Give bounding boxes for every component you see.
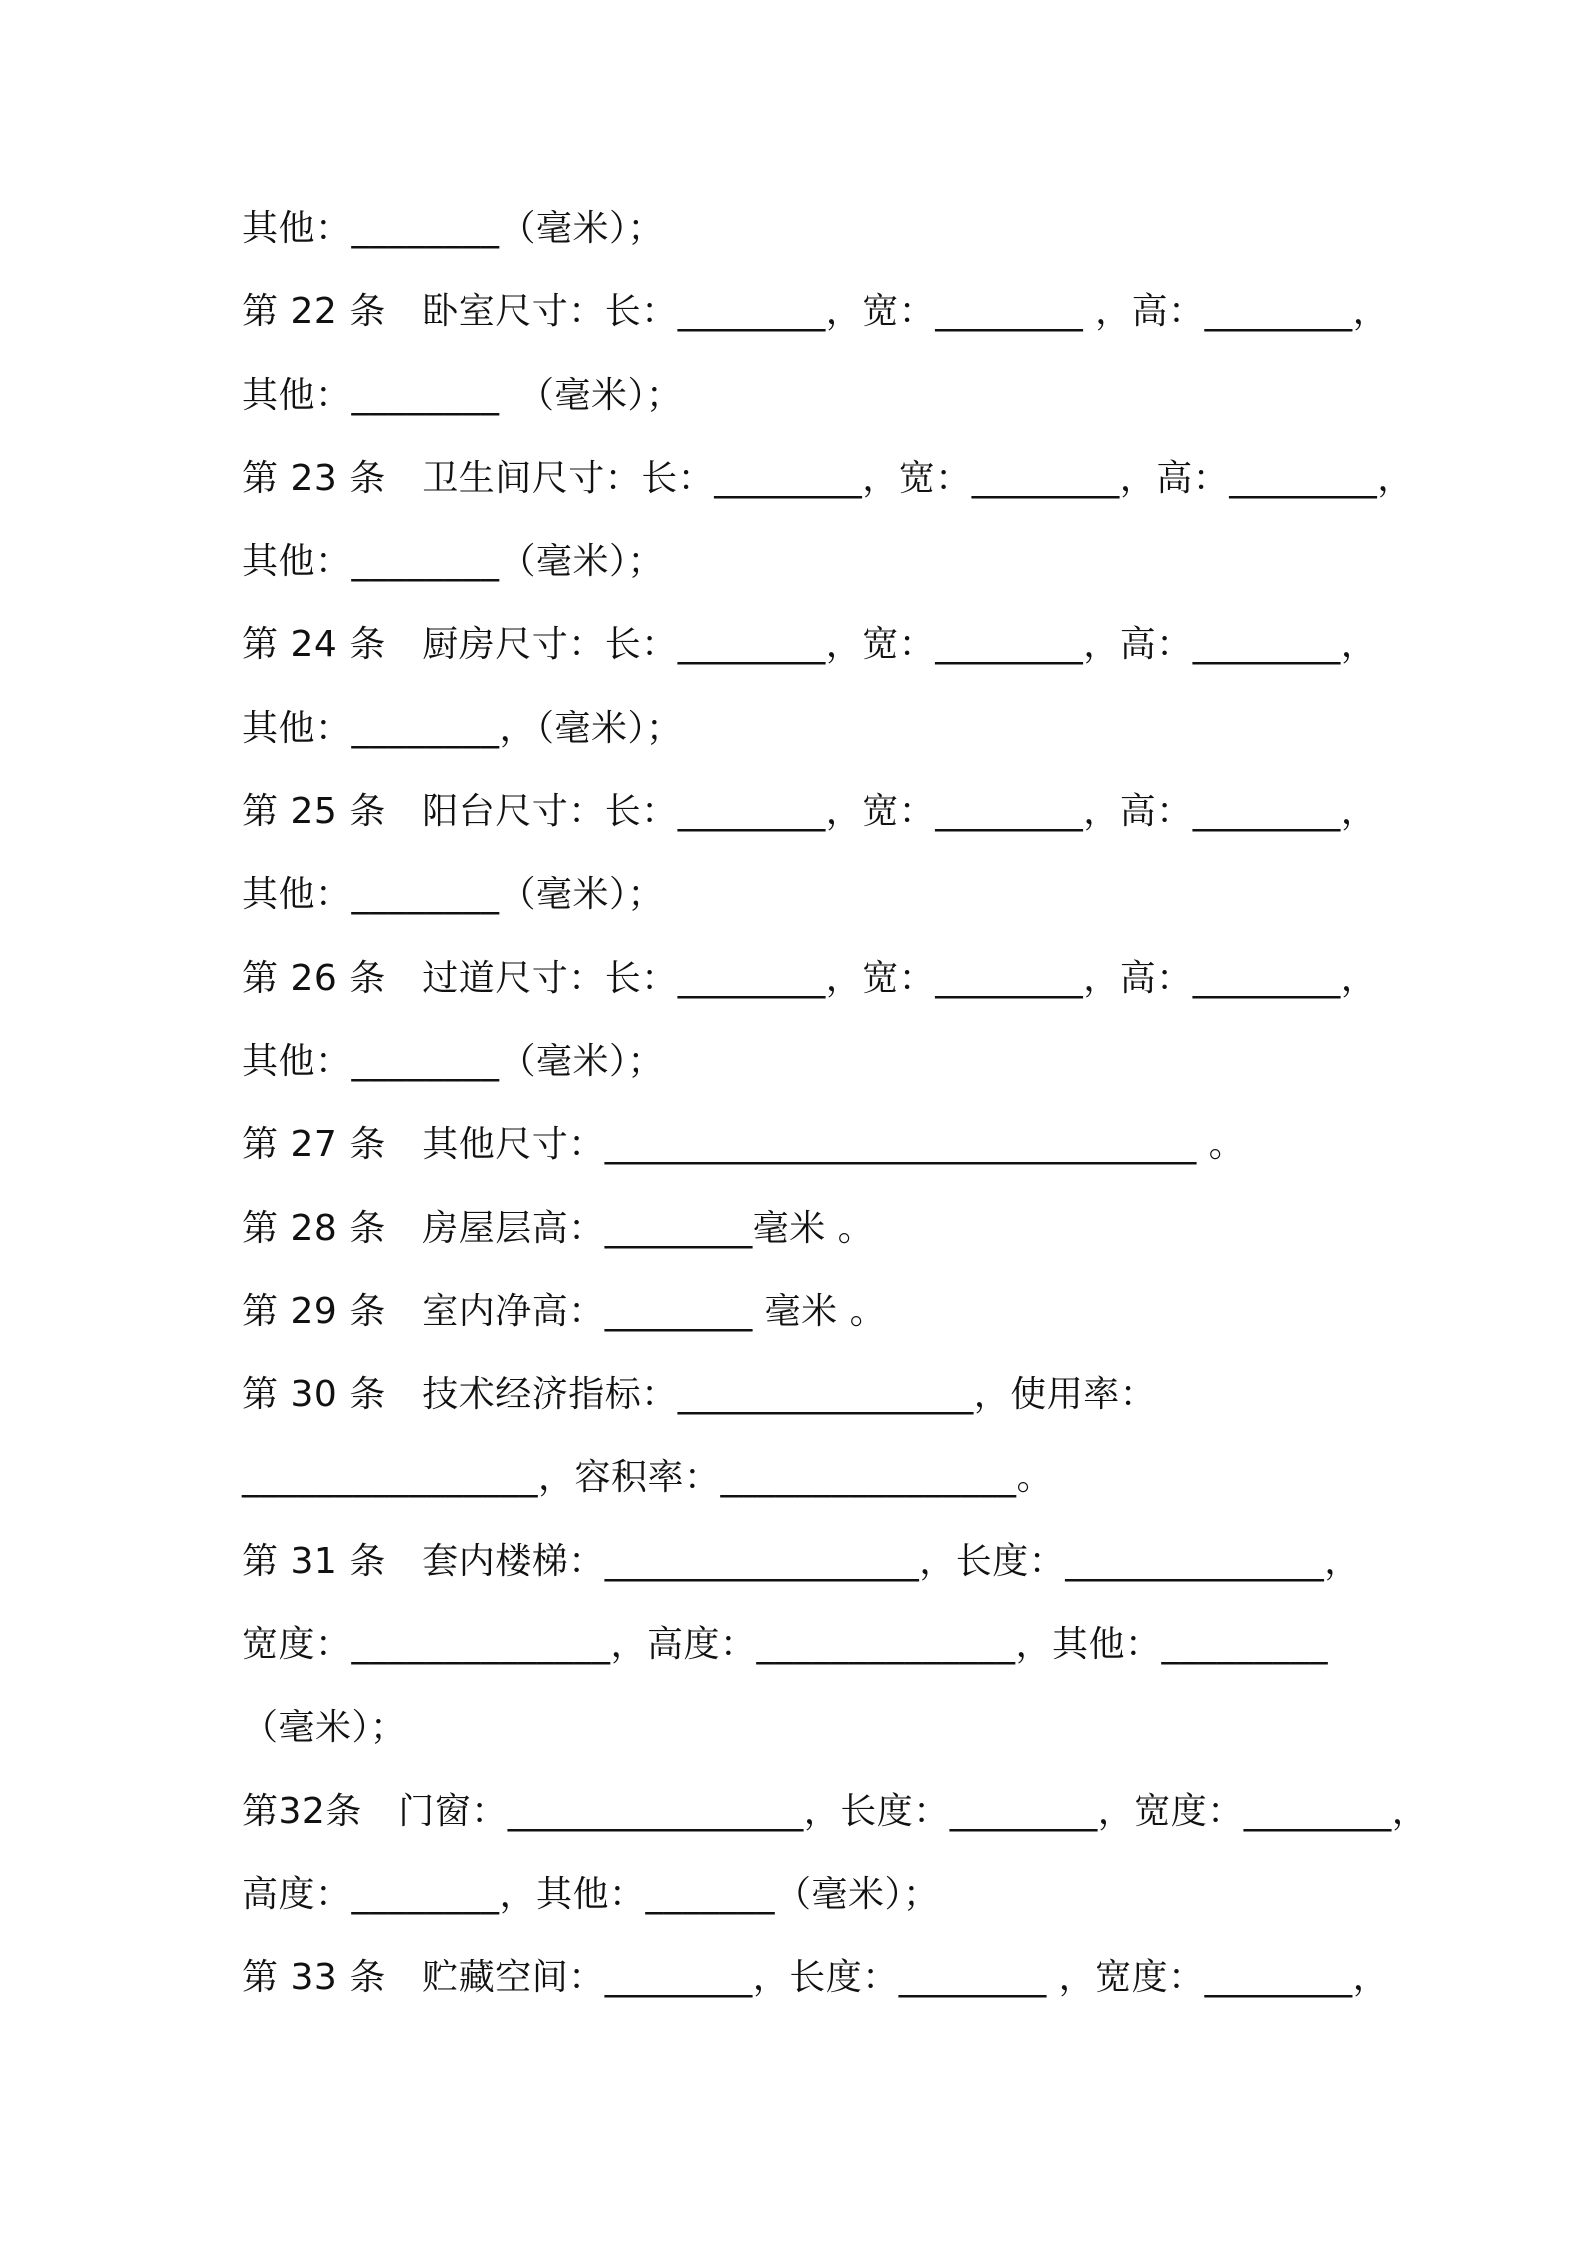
clause-26-corridor: 第 26 条 过道尺寸：长：________，宽：________，高：________，	[242, 957, 1378, 999]
clause-27-other-dimensions: 第 27 条 其他尺寸：________________________________ 。	[242, 1124, 1246, 1166]
clause-29-net-height: 第 29 条 室内净高：________ 毫米 。	[242, 1290, 887, 1332]
text-line: 其他：________（毫米）；	[242, 208, 665, 249]
text-line: 其他：________（毫米）；	[242, 874, 665, 916]
text-line: ________________，容积率：________________。	[242, 1457, 1054, 1499]
text-line: 宽度：______________，高度：______________，其他：_________	[242, 1624, 1329, 1666]
clause-31-stairs: 第 31 条 套内楼梯：_________________，长度：______________，	[242, 1540, 1361, 1582]
text-line: 其他：________（毫米）；	[242, 1040, 665, 1082]
clause-28-floor-height: 第 28 条 房屋层高：________毫米 。	[242, 1207, 875, 1249]
text-line: 其他：________（毫米）；	[242, 541, 665, 583]
clause-32-doors-windows: 第32条 门窗：________________，长度：________，宽度：________，	[242, 1790, 1429, 1832]
text-line: 其他：________ （毫米）；	[242, 374, 683, 416]
clause-24-kitchen: 第 24 条 厨房尺寸：长：________，宽：________，高：________，	[242, 624, 1378, 666]
clause-33-storage: 第 33 条 贮藏空间：________，长度：________ ，宽度：________，	[242, 1957, 1390, 1999]
text-line: （毫米）；	[242, 1707, 407, 1749]
text-line: 其他：________，（毫米）；	[242, 707, 683, 749]
clause-25-balcony: 第 25 条 阳台尺寸：长：________，宽：________，高：________，	[242, 791, 1378, 833]
text-line: 高度：________，其他：_______（毫米）；	[242, 1873, 940, 1915]
clause-30-technical-indicators: 第 30 条 技术经济指标：________________，使用率：	[242, 1374, 1157, 1416]
clause-23-bathroom: 第 23 条 卫生间尺寸：长：________，宽：________，高：________，	[242, 457, 1414, 499]
contract-clauses	[242, 196, 1429, 2029]
clause-22-bedroom: 第 22 条 卧室尺寸：长：________，宽：________ ，高：________，	[242, 291, 1390, 333]
